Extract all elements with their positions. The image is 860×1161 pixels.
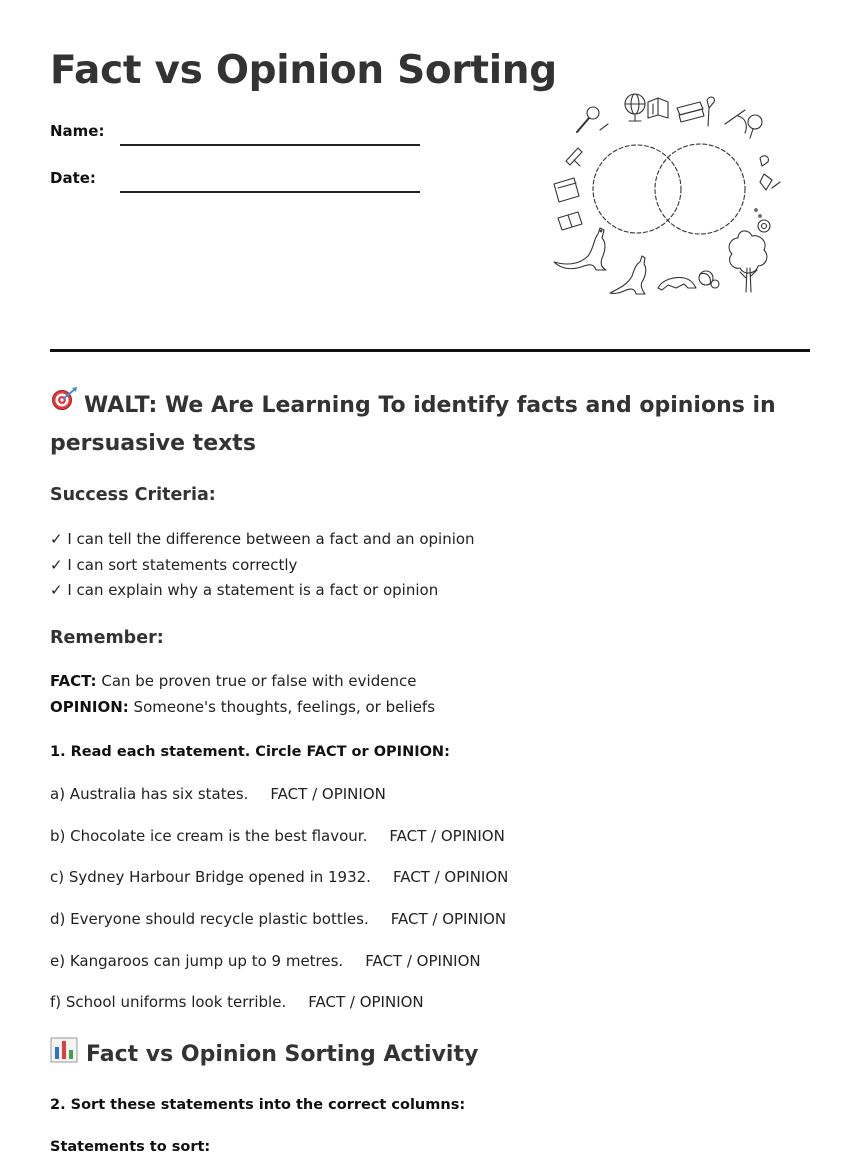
success-criteria-list (50, 529, 475, 606)
fact-opinion-choice[interactable]: FACT / OPINION (389, 827, 505, 845)
statement-text: a) Australia has six states. (50, 785, 249, 803)
date-label: Date: (50, 169, 96, 187)
success-criterion: ✓ I can sort statements correctly (50, 555, 298, 574)
tree-doodle (729, 231, 767, 292)
notebook-doodle (554, 178, 579, 202)
globe-doodle (625, 94, 645, 121)
statements-to-sort-label: Statements to sort: (50, 1139, 211, 1155)
walt-text: WALT: We Are Learning To identify facts and opinions in persuasive texts (50, 393, 776, 456)
name-label: Name: (50, 122, 105, 140)
statement-text: f) School uniforms look terrible. (50, 993, 287, 1011)
fact-opinion-choice[interactable]: FACT / OPINION (365, 952, 481, 970)
venn-right-circle (655, 144, 745, 234)
platypus-doodle (658, 277, 696, 290)
kangaroo-doodle (554, 228, 606, 270)
shell-doodle (699, 271, 719, 288)
statement-text: b) Chocolate ice cream is the best flavour. (50, 827, 368, 845)
walt-heading (50, 387, 790, 463)
statement-row (50, 909, 506, 930)
question-1-heading: 1. Read each statement. Circle FACT or OPINION: (50, 744, 450, 760)
remember-title: Remember: (50, 628, 164, 648)
question-2-heading: 2. Sort these statements into the correct columns: (50, 1097, 466, 1113)
boomerang-doodle (760, 156, 780, 190)
fact-term: FACT: (50, 672, 97, 690)
box-doodle (558, 212, 582, 230)
small-kangaroo-doodle (610, 256, 646, 294)
fact-opinion-choice[interactable]: FACT / OPINION (392, 868, 509, 886)
fact-opinion-choice[interactable]: FACT / OPINION (270, 785, 386, 803)
success-criterion: ✓ I can tell the difference between a fact and an opinion (50, 530, 475, 548)
book-doodle (648, 98, 668, 118)
statement-row (50, 951, 481, 972)
date-write-line[interactable] (120, 191, 420, 193)
opinion-definition (50, 697, 435, 723)
opinion-def-text: Someone's thoughts, feelings, or beliefs (133, 698, 436, 716)
bar-chart-icon (50, 1037, 78, 1069)
fact-opinion-choice[interactable]: FACT / OPINION (308, 993, 424, 1011)
success-criteria-title: Success Criteria: (50, 485, 216, 505)
books-stack-doodle (677, 97, 714, 126)
statement-row (50, 867, 508, 888)
section-divider (50, 349, 810, 352)
fact-def-text: Can be proven true or false with evidence (101, 672, 417, 690)
success-criterion: ✓ I can explain why a statement is a fact or opinion (50, 581, 439, 599)
snail-doodle (755, 209, 770, 232)
statement-row (50, 992, 424, 1013)
fact-opinion-choice[interactable]: FACT / OPINION (390, 910, 507, 928)
statement-row (50, 826, 505, 847)
pencil-doodle (566, 148, 582, 166)
opinion-term: OPINION: (50, 698, 129, 716)
venn-diagram-illustration (550, 88, 790, 303)
tools-doodle (725, 110, 762, 138)
statement-text: c) Sydney Harbour Bridge opened in 1932. (50, 868, 371, 886)
activity-title: Fact vs Opinion Sorting Activity (86, 1042, 479, 1067)
name-write-line[interactable] (120, 144, 420, 146)
worksheet-title: Fact vs Opinion Sorting (50, 48, 557, 93)
statement-text: d) Everyone should recycle plastic bottles. (50, 910, 369, 928)
statement-row (50, 784, 386, 805)
target-dart-icon (50, 385, 78, 423)
definitions (50, 671, 435, 723)
statement-text: e) Kangaroos can jump up to 9 metres. (50, 952, 344, 970)
fact-definition (50, 671, 435, 697)
magnifier-doodle (577, 107, 608, 132)
activity-heading (50, 1039, 478, 1071)
